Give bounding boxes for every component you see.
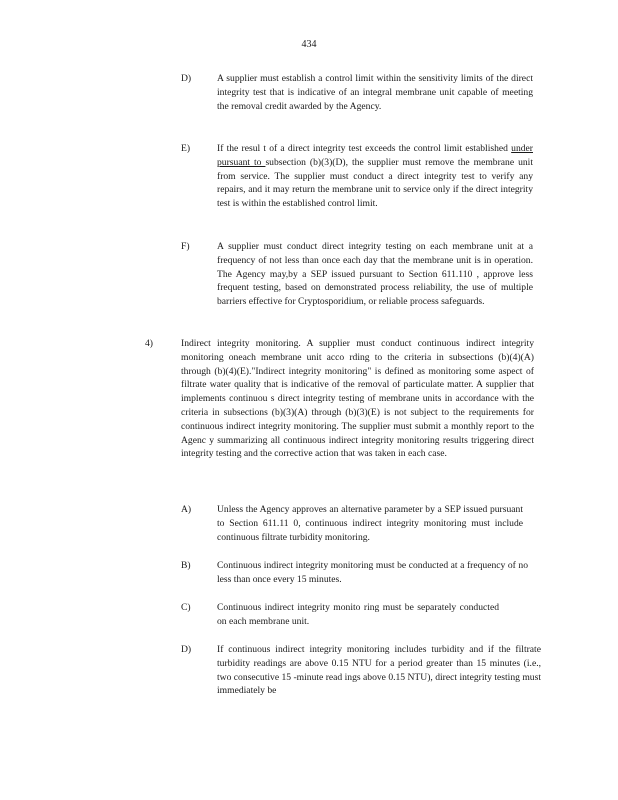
- item-label: D): [181, 73, 192, 84]
- item-text-before: If the resul t of a direct integrity test exceeds the control limit established: [217, 143, 512, 154]
- item-text: A supplier must establish a control limit within the sensitivity limits of the direct integrity test that is indicative of an integral membrane unit capable of meeting the removal credit awarded by the Agency.: [217, 73, 533, 112]
- item-text: Continuous indirect integrity monito ring must be separately conducted on each membrane unit.: [217, 602, 499, 627]
- subsection-item-c: [0, 601, 618, 633]
- item-label: D): [181, 644, 192, 655]
- page-number: 434: [301, 39, 317, 50]
- item-text: Indirect integrity monitoring. A supplier must conduct continuous indirect integrity monitoring oneach membrane unit acco rding to the criteria in subsections (b)(4)(A) through (b)(4)(E)."Indirect integrity monitoring" is defined as monitoring some aspect of filtrate water quality that is indicative of the removal of particulate matter. A supplier that implements continuou s direct integrity testing of membrane units in accordance with the criteria in subsections (b)(3)(A) through (b)(3)(E) is not subject to the requirements for continuous indirect integrity monitoring. The supplier must submit a monthly report to the Agenc y summarizing all continuous indirect integrity monitoring results triggering direct integrity testing and the corrective action that was taken in each case.: [181, 338, 534, 460]
- item-label: A): [181, 504, 192, 515]
- item-text: If continuous indirect integrity monitoring includes turbidity and if the filtrate turbidity readings are above 0.15 NTU for a period greater than 15 minutes (i.e., two consecutive 15 -minute read ings above 0.15 NTU), direct integrity testing must immediately be: [217, 644, 541, 697]
- subsection-item-e: [0, 142, 618, 232]
- item-label: B): [181, 560, 191, 571]
- item-text: [217, 142, 533, 211]
- item-text: Continuous indirect integrity monitoring must be conducted at a frequency of no less than once every 15 minutes.: [217, 560, 528, 585]
- subsection-item-d-2: [0, 643, 618, 703]
- subsection-item-d: [0, 72, 618, 132]
- item-label: E): [181, 143, 191, 154]
- deleted-text: under pursuant to: [217, 143, 533, 168]
- subsection-item-a: [0, 503, 618, 549]
- item-text: A supplier must conduct direct integrity testing on each membrane unit at a frequency of not less than once each day that the membrane unit is in operation. The Agency may,by a SEP issued pursuant to Section 611.110 , approve less frequent testing, based on demonstrated process reliability, the use of multiple barriers effective for Cryptosporidium, or reliable process safeguards.: [217, 241, 533, 308]
- subsection-item-4: [0, 337, 618, 497]
- item-label: F): [181, 241, 190, 252]
- subsection-item-b: [0, 559, 618, 591]
- item-label: C): [181, 602, 191, 613]
- item-text: Unless the Agency approves an alternative parameter by a SEP issued pursuant to Section 611.11 0, continuous indirect integrity monitoring must include continuous filtrate turbidity monitoring.: [217, 504, 523, 543]
- item-label: 4): [145, 338, 153, 349]
- subsection-item-f: [0, 240, 618, 325]
- item-text-after: subsection (b)(3)(D), the supplier must remove the membrane unit from service. The supplier must conduct a direct integrity test to verify any repairs, and it may return the membrane unit to service only if the direct integrity test is within the established control limit.: [217, 156, 533, 210]
